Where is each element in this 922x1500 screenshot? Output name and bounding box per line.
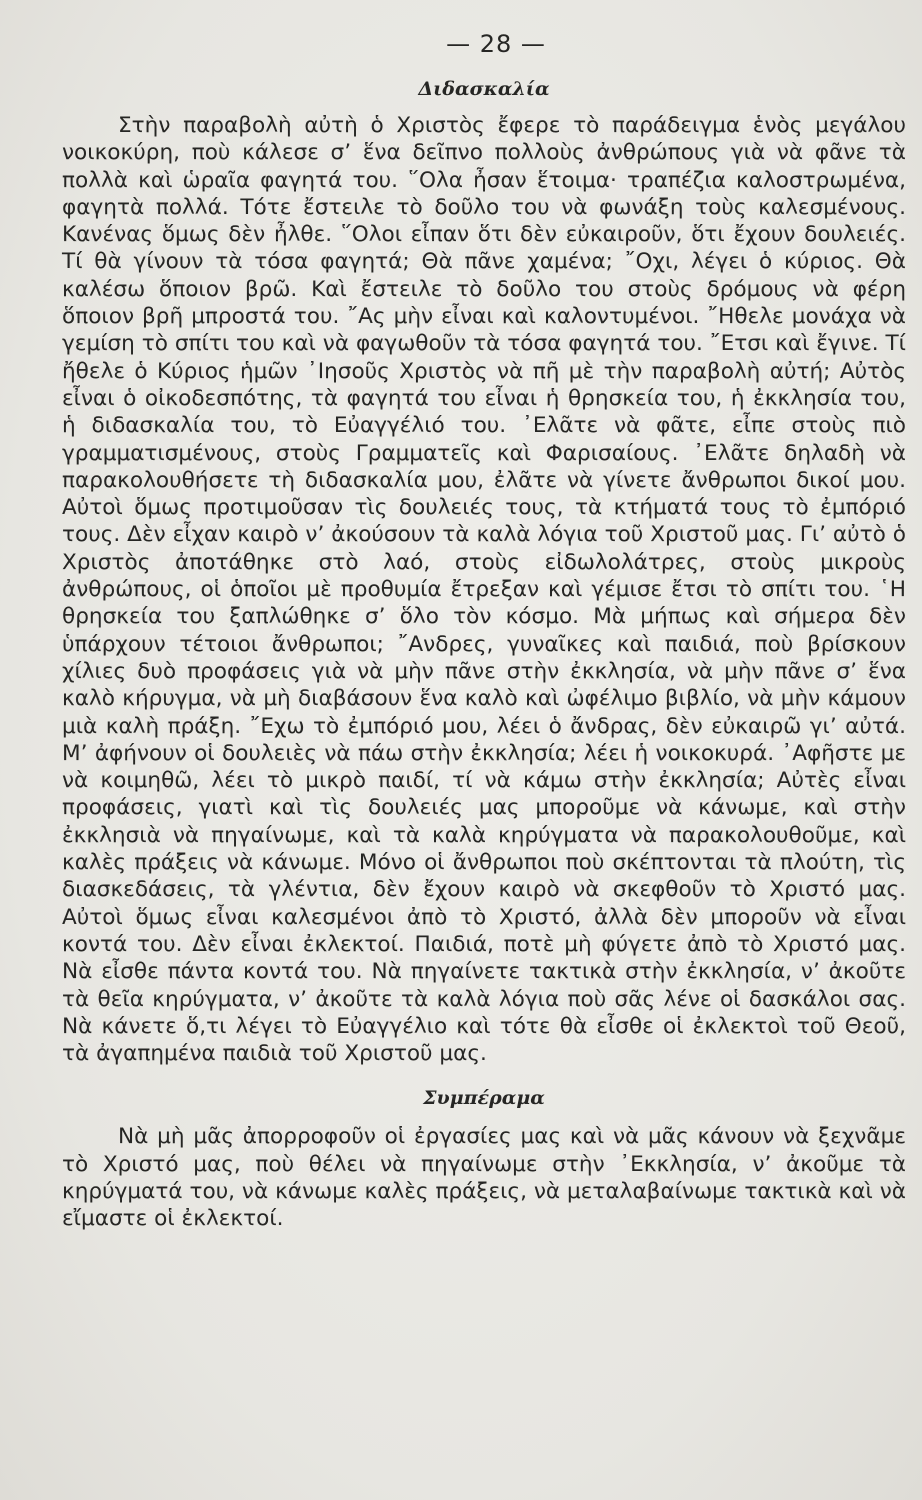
section-body-conclusion: Νὰ μὴ μᾶς ἀπορροφοῦν οἱ ἐργασίες μας καὶ νὰ μᾶς κάνουν νὰ ξεχνᾶμε τὸ Χριστό μας, ποὺ θέλει νὰ πηγαίνωμε στὴν ᾿Εκκλησία, ν’ ἀκοῦμε τὰ κηρύγματά του, νὰ κάνωμε καλὲς πράξεις, νὰ μεταλαβαίνωμε τακτικὰ καὶ νὰ εἴμαστε οἱ ἐκλεκτοί. <box>62 1124 906 1232</box>
section-heading-conclusion: Συμπέραμα <box>423 1087 545 1110</box>
section-body-teaching: Στὴν παραβολὴ αὐτὴ ὁ Χριστὸς ἔφερε τὸ παράδειγμα ἑνὸς μεγάλου νοικοκύρη, ποὺ κάλεσε σ’ ἕνα δεῖπνο πολλοὺς ἀνθρώπους γιὰ νὰ φᾶνε τὰ πολλὰ καὶ ὡραῖα φαγητά του. ῞Ολα ἦσαν ἕτοιμα· τραπέζια καλοστρωμένα, φαγητὰ πολλά. Τότε ἔστειλε τὸ δοῦλο του νὰ φωνάξη τοὺς καλεσμένους. Κανένας ὅμως δὲν ἦλθε. ῞Ολοι εἶπαν ὅτι δὲν εὐκαιροῦν, ὅτι ἔχουν δουλειές. Τί θὰ γίνουν τὰ τόσα φαγητά; Θὰ πᾶνε χαμένα; ῎Οχι, λέγει ὁ κύριος. Θὰ καλέσω ὅποιον βρῶ. Καὶ ἔστειλε τὸ δοῦλο του στοὺς δρόμους νὰ φέρη ὅποιον βρῆ μπροστά του. ῎Ας μὴν εἶναι καὶ καλοντυμένοι. ῎Ηθελε μονάχα νὰ γεμίση τὸ σπίτι του καὶ νὰ φαγωθοῦν τὰ τόσα φαγητά του. ῎Ετσι καὶ ἔγινε. Τί ἤθελε ὁ Κύριος ἡμῶν ᾿Ιησοῦς Χριστὸς νὰ πῆ μὲ τὴν παραβολὴ αὐτή; Αὐτὸς εἶναι ὁ οἰκοδεσπότης, τὰ φαγητά του εἶναι ἡ θρησκεία του, ἡ ἐκκλησία του, ἡ διδασκαλία του, τὸ Εὐαγγέλιό του. ᾿Ελᾶτε νὰ φᾶτε, εἶπε στοὺς πιὸ γραμματισμένους, στοὺς Γραμματεῖς καὶ Φαρισαίους. ᾿Ελᾶτε δηλαδὴ νὰ παρακολουθήσετε τὴ διδασκαλία μου, ἐλᾶτε νὰ γίνετε ἄνθρωποι δικοί μου. Αὐτοὶ ὅμως προτιμοῦσαν τὶς δουλειές τους, τὰ κτήματά τους τὸ ἐμπόριό τους. Δὲν εἶχαν καιρὸ ν’ ἀκούσουν τὰ καλὰ λόγια τοῦ Χριστοῦ μας. Γι’ αὐτὸ ὁ Χριστὸς ἀποτάθηκε στὸ λαό, στοὺς εἰδωλολάτρες, στοὺς μικροὺς ἀνθρώπους, οἱ ὁποῖοι μὲ προθυμία ἔτρεξαν καὶ γέμισε ἔτσι τὸ σπίτι του. ῾Η θρησκεία του ξαπλώθηκε σ’ ὅλο τὸν κόσμο. Μὰ μήπως καὶ σήμερα δὲν ὑπάρχουν τέτοιοι ἄνθρωποι; ῎Ανδρες, γυναῖκες καὶ παιδιά, ποὺ βρίσκουν χίλιες δυὸ προφάσεις γιὰ νὰ μὴν πᾶνε στὴν ἐκκλησία, νὰ μὴν πᾶνε σ’ ἕνα καλὸ κήρυγμα, νὰ μὴ διαβάσουν ἕνα καλὸ καὶ ὠφέλιμο βιβλίο, νὰ μὴν κάμουν μιὰ καλὴ πράξη. ῎Εχω τὸ ἐμπόριό μου, λέει ὁ ἄνδρας, δὲν εὐκαιρῶ γι’ αὐτά. Μ’ ἀφήνουν οἱ δουλειὲς νὰ πάω στὴν ἐκκλησία; λέει ἡ νοικοκυρά. ᾿Αφῆστε με νὰ κοιμηθῶ, λέει τὸ μικρὸ παιδί, τί νὰ κάμω στὴν ἐκκλησία; Αὐτὲς εἶναι προφάσεις, γιατὶ καὶ τὶς δουλειές μας μποροῦμε νὰ κάνωμε, καὶ στὴν ἐκκλησιὰ νὰ πηγαίνωμε, καὶ τὰ καλὰ κηρύγματα νὰ παρακολουθοῦμε, καὶ καλὲς πράξεις νὰ κάνωμε. Μόνο οἱ ἄνθρωποι ποὺ σκέπτονται τὰ πλούτη, τὶς διασκεδάσεις, τὰ γλέντια, δὲν ἔχουν καιρὸ νὰ σκεφθοῦν τὸ Χριστό μας. Αὐτοὶ ὅμως εἶναι καλεσμένοι ἀπὸ τὸ Χριστό, ἀλλὰ δὲν μποροῦν νὰ εἶναι κοντά του. Δὲν εἶναι ἐκλεκτοί. Παιδιά, ποτὲ μὴ φύγετε ἀπὸ τὸ Χριστό μας. Νὰ εἶσθε πάντα κοντά του. Νὰ πηγαίνετε τακτικὰ στὴν ἐκκλησία, ν’ ἀκοῦτε τὰ θεῖα κηρύγματα, ν’ ἀκοῦτε τὰ καλὰ λόγια ποὺ σᾶς λένε οἱ δασκάλοι σας. Νὰ κάνετε ὅ,τι λέγει τὸ Εὐαγγέλιο καὶ τότε θὰ εἶσθε οἱ ἐκλεκτοὶ τοῦ Θεοῦ, τὰ ἀγαπημένα παιδιὰ τοῦ Χριστοῦ μας. <box>62 113 906 1067</box>
section-heading-teaching: Διδασκαλία <box>418 78 550 100</box>
page-number: — 28 — <box>446 30 546 58</box>
